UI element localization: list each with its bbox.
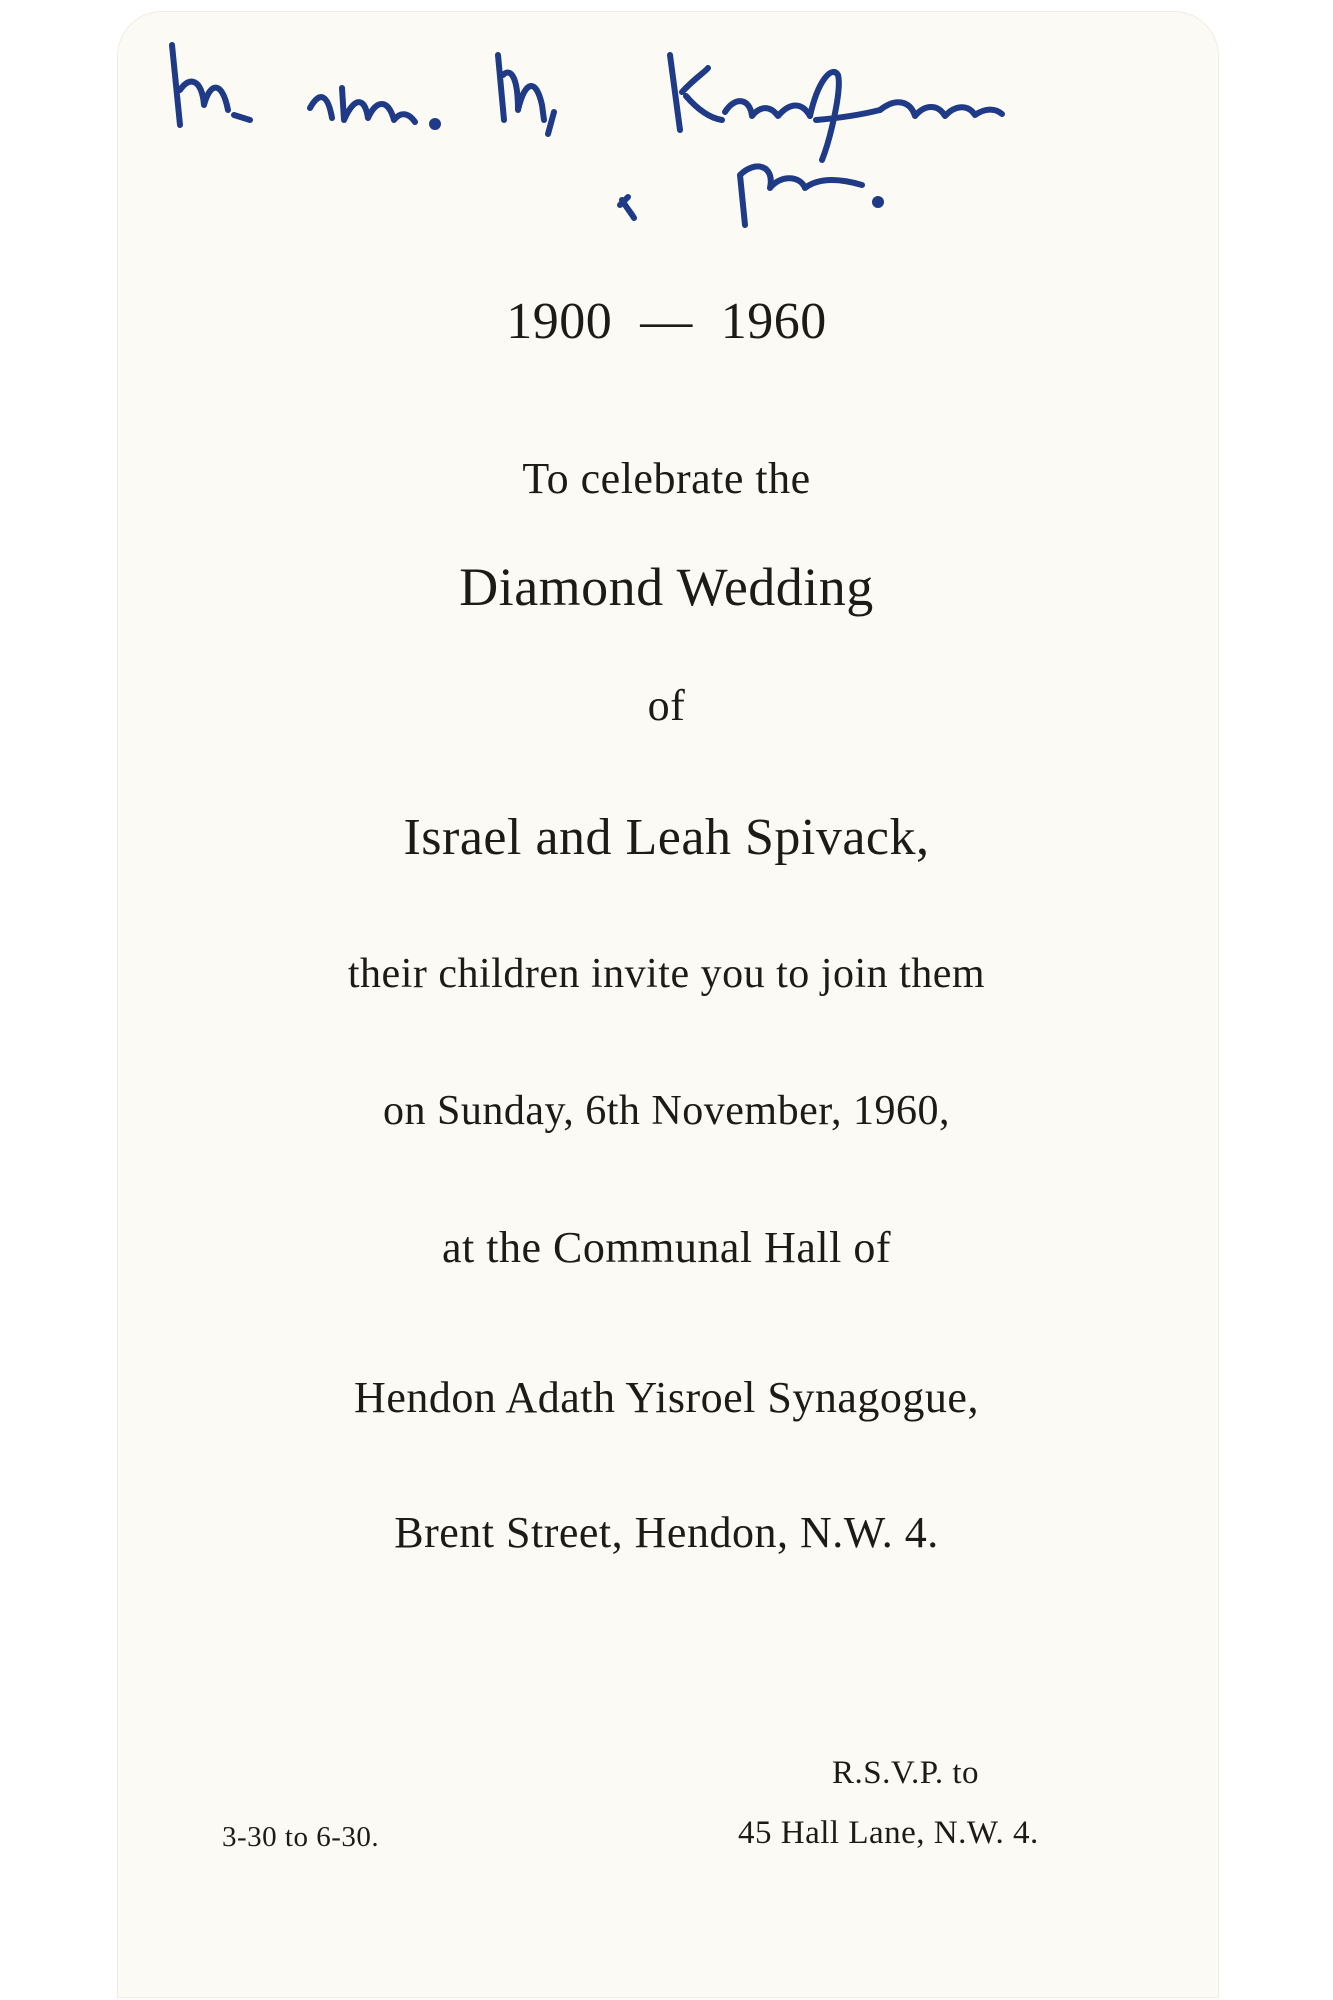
venue-line: at the Communal Hall of	[442, 1223, 891, 1272]
of-line: of	[647, 681, 686, 730]
handwritten-inscription	[150, 20, 1100, 250]
invite-line: their children invite you to join them	[347, 951, 986, 997]
venue-address: Brent Street, Hendon, N.W. 4.	[394, 1508, 939, 1557]
occasion-title: Diamond Wedding	[459, 557, 874, 617]
rsvp-address: 45 Hall Lane, N.W. 4.	[738, 1815, 1039, 1851]
end-year: 1960	[720, 293, 827, 350]
event-date: on Sunday, 6th November, 1960,	[382, 1088, 951, 1134]
rsvp-label: R.S.V.P. to	[832, 1755, 980, 1791]
year-separator: —	[640, 293, 693, 350]
start-year: 1900	[506, 293, 613, 350]
celebrate-line: To celebrate the	[522, 454, 811, 503]
event-time: 3-30 to 6-30.	[222, 1821, 380, 1853]
venue-name: Hendon Adath Yisroel Synagogue,	[354, 1373, 979, 1422]
years-heading	[0, 292, 1333, 351]
couple-names: Israel and Leah Spivack,	[403, 809, 930, 866]
